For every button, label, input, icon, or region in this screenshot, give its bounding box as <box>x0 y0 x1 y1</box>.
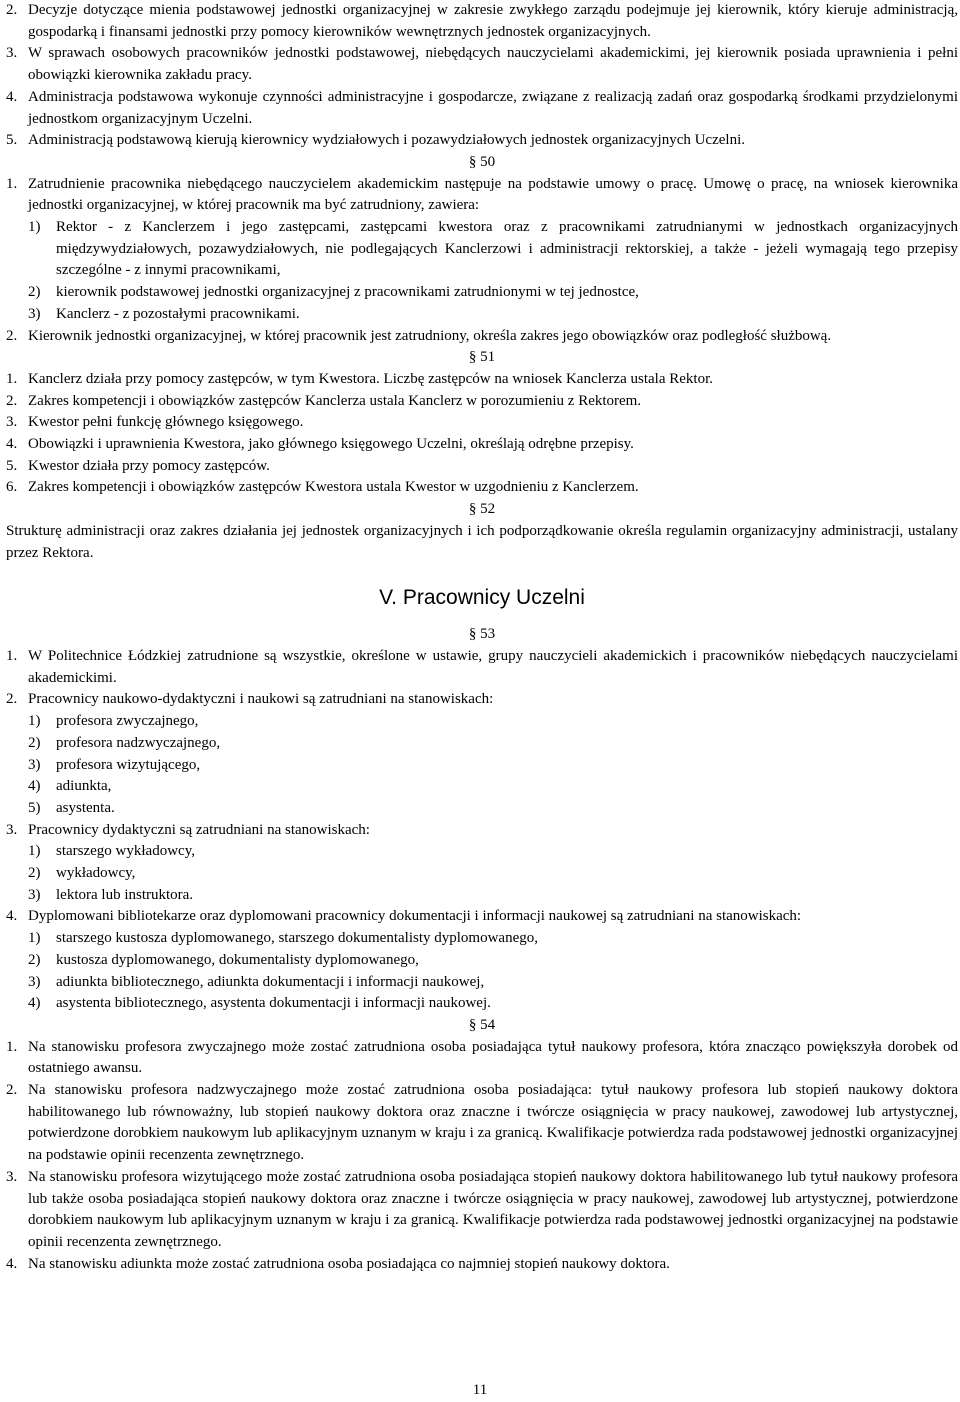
document-page <box>6 0 958 1275</box>
paragraph-text: Kwestor działa przy pomocy zastępców. <box>28 457 270 474</box>
paragraph-text: Dyplomowani bibliotekarze oraz dyplomowani pracownicy dokumentacji i informacji naukowej są zatrudniani na stanowiskach: <box>28 908 802 925</box>
list-item-number: 2) <box>28 734 41 751</box>
list-item-text: kierownik podstawowej jednostki organizacyjnej z pracownikami zatrudnionymi w tej jednostce, <box>56 284 639 301</box>
list-item-number: 1) <box>28 713 41 730</box>
s53-paragraph-4 <box>6 906 958 928</box>
paragraph-number: 6. <box>6 479 18 496</box>
s53-list-item <box>28 798 958 820</box>
paragraph-number: 4. <box>6 908 18 925</box>
paragraph-number: 2. <box>6 691 18 708</box>
paragraph-text: Zakres kompetencji i obowiązków zastępców Kanclerza ustala Kanclerz w porozumieniu z Rektorem. <box>28 392 642 409</box>
s50-paragraph-1 <box>6 174 958 217</box>
list-item-text: profesora zwyczajnego, <box>56 713 199 730</box>
s53-list-item <box>28 733 958 755</box>
list-item-text: kustosza dyplomowanego, dokumentalisty dyplomowanego, <box>56 951 419 968</box>
list-item-text: wykładowcy, <box>56 865 136 882</box>
paragraph-text: Na stanowisku profesora wizytującego może zostać zatrudniona osoba posiadająca stopień naukowy doktora habilitowanego lub tytuł naukowy profesora lub także osoba posiadająca stopień naukowy doktora oraz znaczne i twórcze osiągnięcia w pracy naukowej, zawodowej lub artystycznej, potwierdzone dorobkiem naukowym lub aplikacyjnym uznanym w kraju i za granicą. Kwalifikacje potwierdza rada podstawowej jednostki organizacyjnej na podstawie opinii recenzenta zewnętrznego. <box>28 1168 958 1250</box>
paragraph-number: 2. <box>6 1082 18 1099</box>
s51-paragraph <box>6 456 958 478</box>
paragraph-5 <box>6 130 958 152</box>
paragraph-number: 1. <box>6 1038 18 1055</box>
s50-list-item <box>28 282 958 304</box>
s51-paragraph <box>6 391 958 413</box>
s54-paragraph <box>6 1167 958 1254</box>
s53-paragraph-1 <box>6 646 958 689</box>
list-item-number: 2) <box>28 951 41 968</box>
s51-paragraph <box>6 477 958 499</box>
list-item-text: asystenta bibliotecznego, asystenta dokumentacji i informacji naukowej. <box>56 995 491 1012</box>
paragraph-text: W sprawach osobowych pracowników jednostki podstawowej, niebędących nauczycielami akademickimi, jej kierownik posiada uprawnienia i pełni obowiązki kierownika zakładu pracy. <box>28 45 958 84</box>
list-item-text: Kanclerz - z pozostałymi pracownikami. <box>56 305 300 322</box>
paragraph-number: 5. <box>6 132 18 149</box>
s53-list-item <box>28 841 958 863</box>
list-item-text: starszego kustosza dyplomowanego, starszego dokumentalisty dyplomowanego, <box>56 930 538 947</box>
paragraph-number: 1. <box>6 647 18 664</box>
paragraph-number: 1. <box>6 175 18 192</box>
list-item-text: starszego wykładowcy, <box>56 843 195 860</box>
paragraph-text: Na stanowisku profesora zwyczajnego może zostać zatrudniona osoba posiadająca tytuł naukowy profesora, która znacząco powiększyła dorobek od ostatniego awansu. <box>28 1038 958 1077</box>
s53-list-item <box>28 993 958 1015</box>
s50-list-item <box>28 304 958 326</box>
paragraph-number: 4. <box>6 88 18 105</box>
section-51-title: § 51 <box>468 349 496 366</box>
s53-list-item <box>28 863 958 885</box>
paragraph-number: 1. <box>6 370 18 387</box>
paragraph-text: Kanclerz działa przy pomocy zastępców, w tym Kwestora. Liczbę zastępców na wniosek Kanclerza ustala Rektor. <box>28 370 713 387</box>
paragraph-2 <box>6 0 958 43</box>
s53-paragraph-2 <box>6 689 958 711</box>
s54-paragraph <box>6 1080 958 1167</box>
list-item-number: 2) <box>28 284 41 301</box>
paragraph-number: 4. <box>6 436 18 453</box>
s51-paragraph <box>6 369 958 391</box>
s53-list-item <box>28 950 958 972</box>
paragraph-text: Pracownicy naukowo-dydaktyczni i naukowi są zatrudniani na stanowiskach: <box>28 691 494 708</box>
list-item-text: adiunkta, <box>56 778 112 795</box>
paragraph-text: Na stanowisku profesora nadzwyczajnego może zostać zatrudniona osoba posiadająca: tytuł naukowy profesora lub stopień naukowy doktora habilitowanego lub równoważny, lub stopień naukowy doktora oraz znaczne i twórcze osiągnięcia w pracy naukowej, zawodowej lub artystycznej, potwierdzone dorobkiem naukowym lub aplikacyjnym uznanym w kraju i za granicą. Kwalifikacje potwierdza rada podstawowej jednostki organizacyjnej na podstawie opinii recenzenta zewnętrznego. <box>28 1082 958 1164</box>
paragraph-text: Obowiązki i uprawnienia Kwestora, jako głównego księgowego Uczelni, określają odrębne przepisy. <box>28 436 634 453</box>
paragraph-text: Administracją podstawową kierują kierownicy wydziałowych i pozawydziałowych jednostek organizacyjnych Uczelni. <box>28 132 745 149</box>
list-item-number: 5) <box>28 799 41 816</box>
section-50-title: § 50 <box>468 153 496 170</box>
paragraph-text: Kierownik jednostki organizacyjnej, w której pracownik jest zatrudniony, określa zakres jego obowiązków oraz podległość służbową. <box>28 327 832 344</box>
paragraph-text: Decyzje dotyczące mienia podstawowej jednostki organizacyjnej w zakresie zwykłego zarządu podejmuje jej kierownik, który kieruje administracją, gospodarką i finansami jednostki przy pomocy kierowników wewnętrznych jednostek organizacyjnych. <box>28 2 958 40</box>
paragraph-number: 4. <box>6 1255 18 1272</box>
s52-text: Strukturę administracji oraz zakres działania jej jednostek organizacyjnych i ich podporządkowanie określa regulamin organizacyjny administracji, ustalany przez Rektora. <box>6 522 958 561</box>
s50-list-item <box>28 217 958 282</box>
page-number: 11 <box>472 1382 488 1398</box>
list-item-number: 4) <box>28 778 41 795</box>
paragraph-text: Kwestor pełni funkcję głównego księgowego. <box>28 414 304 431</box>
s51-paragraph <box>6 412 958 434</box>
list-item-number: 2) <box>28 865 41 882</box>
section-53-title: § 53 <box>468 626 496 643</box>
list-item-text: lektora lub instruktora. <box>56 886 194 903</box>
list-item-number: 3) <box>28 756 41 773</box>
paragraph-3 <box>6 43 958 86</box>
list-item-number: 4) <box>28 995 41 1012</box>
s53-list-item <box>28 776 958 798</box>
s53-list-item <box>28 885 958 907</box>
s53-list-item <box>28 928 958 950</box>
s54-paragraph <box>6 1037 958 1080</box>
s53-list-item <box>28 755 958 777</box>
paragraph-number: 5. <box>6 457 18 474</box>
chapter-heading: V. Pracownicy Uczelni <box>379 586 585 610</box>
list-item-text: profesora wizytującego, <box>56 756 201 773</box>
list-item-number: 3) <box>28 973 41 990</box>
s51-paragraph <box>6 434 958 456</box>
list-item-text: asystenta. <box>56 799 115 816</box>
list-item-number: 1) <box>28 219 41 236</box>
paragraph-text: W Politechnice Łódzkiej zatrudnione są wszystkie, określone w ustawie, grupy nauczycieli akademickich i pracowników niebędących nauczycielami akademickimi. <box>28 647 958 686</box>
paragraph-text: Zakres kompetencji i obowiązków zastępców Kwestora ustala Kwestor w uzgodnieniu z Kanclerzem. <box>28 479 639 496</box>
list-item-number: 1) <box>28 930 41 947</box>
s53-list-item <box>28 972 958 994</box>
list-item-number: 1) <box>28 843 41 860</box>
paragraph-number: 3. <box>6 414 18 431</box>
paragraph-number: 3. <box>6 821 18 838</box>
paragraph-number: 2. <box>6 327 18 344</box>
section-52-title: § 52 <box>468 501 496 518</box>
list-item-text: adiunkta bibliotecznego, adiunkta dokumentacji i informacji naukowej, <box>56 973 485 990</box>
list-item-number: 3) <box>28 886 41 903</box>
paragraph-text: Na stanowisku adiunkta może zostać zatrudniona osoba posiadająca co najmniej stopień naukowy doktora. <box>28 1255 670 1272</box>
paragraph-number: 2. <box>6 2 18 18</box>
paragraph-text: Administracja podstawowa wykonuje czynności administracyjne i gospodarcze, związane z realizacją zadań oraz gospodarką środkami przydzielonymi jednostkom organizacyjnym Uczelni. <box>28 88 958 127</box>
paragraph-text: Zatrudnienie pracownika niebędącego nauczycielem akademickim następuje na podstawie umowy o pracę. Umowę o pracę, na wniosek kierownika jednostki organizacyjnej, w której pracownik ma być zatrudniony, zawiera: <box>28 175 958 214</box>
section-54-title: § 54 <box>468 1016 496 1033</box>
paragraph-text: Pracownicy dydaktyczni są zatrudniani na stanowiskach: <box>28 821 370 838</box>
s53-list-item <box>28 711 958 733</box>
paragraph-4 <box>6 87 958 130</box>
s54-paragraph <box>6 1254 958 1276</box>
list-item-number: 3) <box>28 305 41 322</box>
s50-paragraph-2 <box>6 326 958 348</box>
paragraph-number: 2. <box>6 392 18 409</box>
s53-paragraph-3 <box>6 820 958 842</box>
list-item-text: Rektor - z Kanclerzem i jego zastępcami, zastępcami kwestora oraz z pracownikami zatrudnianymi w jednostkach organizacyjnych międzywydziałowych, pozawydziałowych, nie podlegających Kanclerzowi i administracji rektorskiej, a także - jeżeli wymagają tego przepisy szczególne - z innymi pracownikami, <box>56 219 958 279</box>
list-item-text: profesora nadzwyczajnego, <box>56 734 221 751</box>
paragraph-number: 3. <box>6 45 18 62</box>
paragraph-number: 3. <box>6 1168 18 1185</box>
